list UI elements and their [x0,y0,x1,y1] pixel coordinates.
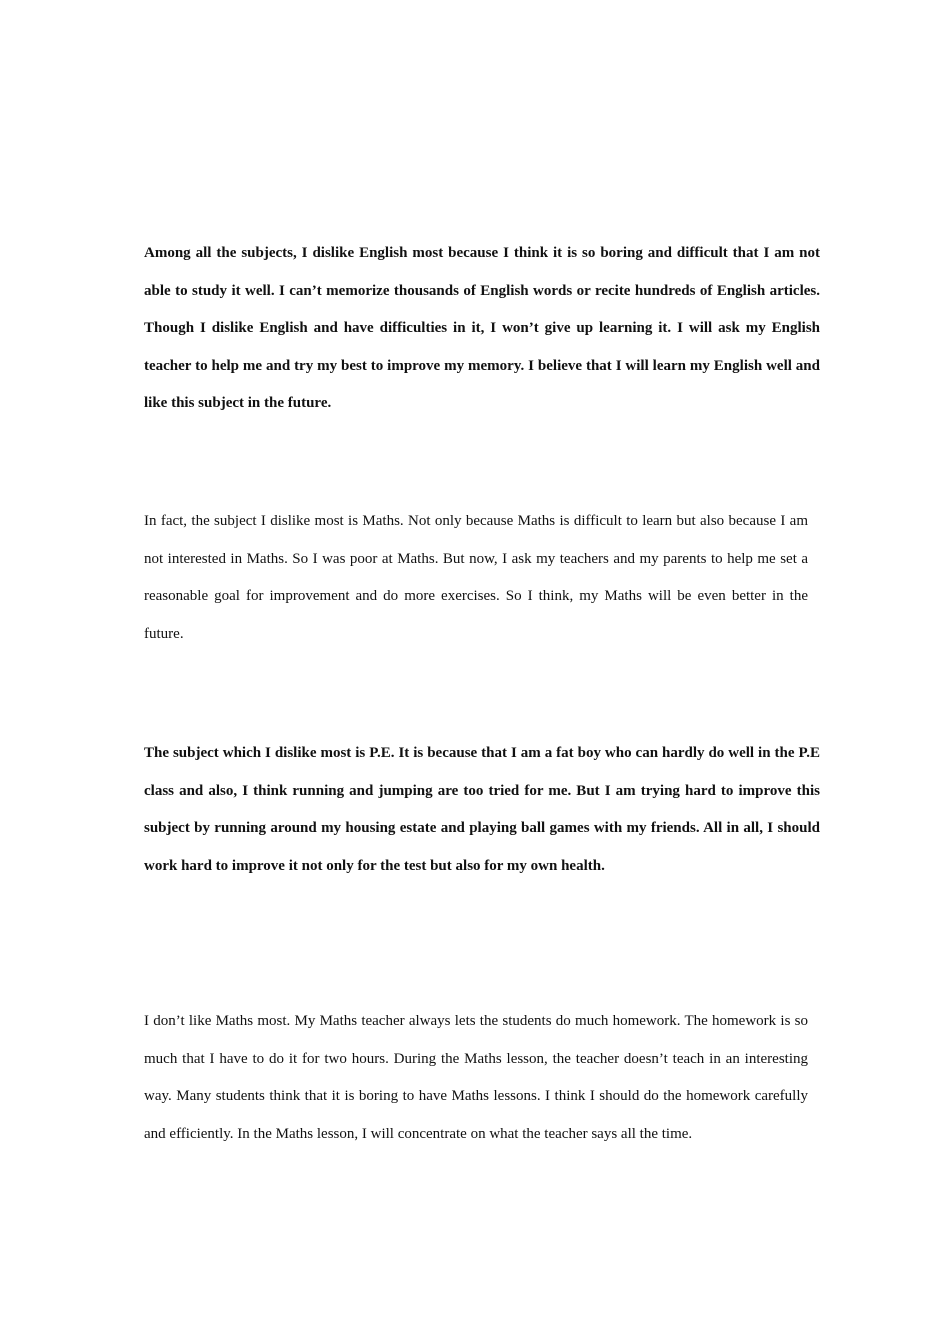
paragraph-pe-essay: The subject which I dislike most is P.E. It is because that I am a fat boy who can hardly do well in the P.E class and also, I think running and jumping are too tried for me. But I am trying hard to improve this subject by running around my housing estate and playing ball games with my friends. All in all, I should work hard to improve it not only for the test but also for my own health. [144,745,820,874]
paragraph-maths-essay: In fact, the subject I dislike most is Maths. Not only because Maths is difficult to learn but also because I am not interested in Maths. So I was poor at Maths. But now, I ask my teachers and my parents to help me set a reasonable goal for improvement and do more exercises. So I think, my Maths will be even better in the future. [144,513,808,642]
paragraph-english-essay: Among all the subjects, I dislike English most because I think it is so boring and difficult that I am not able to study it well. I can’t memorize thousands of English words or recite hundreds of English articles. Though I dislike English and have difficulties in it, I won’t give up learning it. I will ask my English teacher to help me and try my best to improve my memory. I believe that I will learn my English well and like this subject in the future. [144,245,820,411]
paragraph-maths-homework-essay: I don’t like Maths most. My Maths teacher always lets the students do much homework. The homework is so much that I have to do it for two hours. During the Maths lesson, the teacher doesn’t teach in an interesting way. Many students think that it is boring to have Maths lessons. I think I should do the homework carefully and efficiently. In the Maths lesson, I will concentrate on what the teacher says all the time. [144,1013,808,1142]
